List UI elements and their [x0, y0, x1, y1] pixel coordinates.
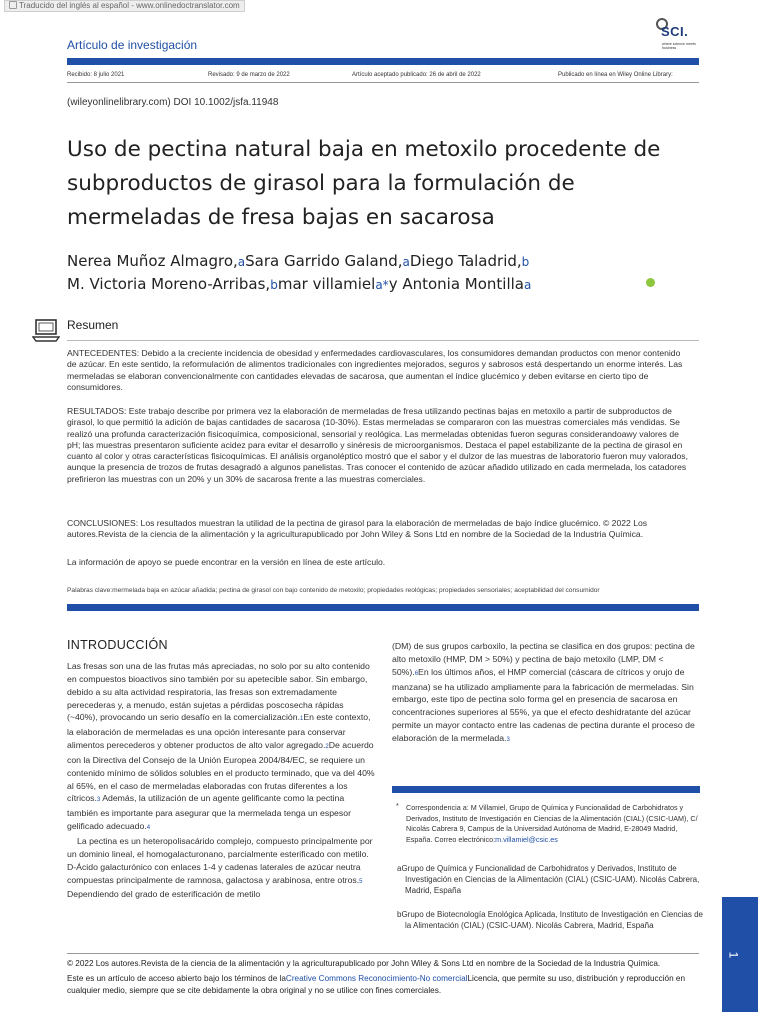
author-name[interactable]: y Antonia Montilla [388, 275, 524, 293]
author-name[interactable]: M. Victoria Moreno-Arribas, [67, 275, 271, 293]
logo-tagline: where science meets business [662, 42, 696, 50]
license-text: Este es un artículo de acceso abierto bajo los términos de laCreative Commons Reconocimiento-No comercialLicencia, que permite su uso, distribución y reproducción en cualquier medio, siempre que se cite debidamente la obra original y no se utilice con fines comerciales. [67, 974, 686, 995]
author-list [67, 250, 667, 296]
abstract-results: RESULTADOS: Este trabajo describe por primera vez la elaboración de mermeladas de fresa utilizando pectinas bajas en metoxilo a partir de subproductos de girasol, lo que permitió la adición de bajas cantidades de sacarosa (10-30%). Estas mermeladas se compararon con las muestras comerciales más vendidas. Se realizó una profunda caracterización fisicoquímica, composicional, sensorial y reológica. Las mermeladas obtenidas fueron seguras considerandoawy valores de pH; las muestras presentaron suficiente acidez para evitar el desarrollo y sinéresis de microorganismos. Destaca el papel estabilizante de la pectina de girasol en cuanto al color y otras características fisicoquímicas. El análisis organoléptico mostró que el sabor y el dulzor de las muestras de laboratorio fueron muy valorados, aunque la presencia de trozos de frutas desagradó a algunos panelistas. Tras conocer el contenido de azúcar añadido utilizado en cada mermelada, los catadores prefirieron las muestras con un 20% y un 30% de sacarosa frente a las muestras comerciales. [67, 406, 688, 484]
affiliation-a: aGrupo de Química y Funcionalidad de Carbohidratos y Derivados, Instituto de Investigación en Ciencias de la Alimentación (CIAL) (CSIC-UAM). Nicolás Cabrera, Madrid, España [397, 864, 700, 896]
orcid-icon[interactable] [646, 278, 655, 287]
revised-date: Revisado: 9 de marzo de 2022 [208, 72, 290, 78]
intro-paragraph: En este contexto, la elaboración de mermeladas es una opción interesante para conservar alimentos perecederos y obtener productos de alto valor agregado. [67, 712, 371, 751]
doi-line[interactable]: (wileyonlinelibrary.com) DOI 10.1002/jsfa.11948 [67, 97, 279, 108]
abstract-background: ANTECEDENTES: Debido a la creciente incidencia de obesidad y enfermedades cardiovasculares, los consumidores demandan productos con menor contenido de azúcar. En este sentido, la reformulación de alimentos tradicionales con ingredientes mejorados, seguros y sabrosos está despertando un enorme interés. Las mermeladas se elaboran convencionalmente con cantidades elevadas de sacarosa, que aumentan el índice glucémico y deben evitarse en cierto tipo de consumidores. [67, 348, 683, 392]
footer-rule [67, 953, 699, 954]
citation-link[interactable]: 3 [506, 736, 510, 743]
citation-link[interactable]: 1 [300, 716, 304, 723]
intro-paragraph: En los últimos años, el HMP comercial (cáscara de cítricos y orujo de manzana) se ha utilizado ampliamente para la fabricación de mermeladas. Sin embargo, este tipo de pectina solo forma gel en presencia de sacarosa en concentraciones superiores al 55%, ya que el efecto deshidratante del azúcar permite un mayor contacto entre las cadenas de pectina durante el proceso de elaboración de la mermelada. [392, 666, 695, 743]
correspondence-star: * [396, 801, 399, 810]
author-affiliation-mark: a [402, 255, 410, 269]
author-name[interactable]: Sara Garrido Galand, [245, 252, 403, 270]
affiliation-label: b [397, 910, 402, 919]
header-rule [67, 58, 699, 65]
intro-paragraph: Además, la utilización de un agente gelificante como la pectina también es importante para asegurar que la mermelada tenga un espesor gelificado adecuado. [67, 793, 351, 832]
correspondence-note: Correspondencia a: M Villamiel, Grupo de Química y Funcionalidad de Carbohidratos y Derivados, Instituto de Investigación en Ciencias de la Alimentación (CIAL) (CSIC-UAM), C/ Nicolás Cabrera 9, Campus de la Universidad Autónoma de Madrid, E-28049 Madrid, España. Correo electrónico:m.villamiel@csic.es [406, 803, 698, 844]
author-name[interactable]: Nerea Muñoz Almagro, [67, 252, 238, 270]
affiliation-b: bGrupo de Biotecnología Enológica Aplicada, Instituto de Investigación en Ciencias de la Alimentación (CIAL) (CSIC-UAM). Nicolás Cabrera, Madrid, España [397, 910, 703, 931]
author-name[interactable]: mar villamiel [277, 275, 376, 293]
abstract-conclusions: CONCLUSIONES: Los resultados muestran la utilidad de la pectina de girasol para la elaboración de mermeladas de bajo índice glucémico. © 2022 Los autores.Revista de la ciencia de la alimentación y la agriculturapublicado por John Wiley & Sons Ltd en nombre de la Sociedad de la Industria Química. [67, 518, 648, 540]
dates-rule [67, 82, 699, 83]
citation-link[interactable]: 5 [359, 878, 363, 885]
accepted-date: Artículo aceptado publicado: 26 de abril de 2022 [352, 72, 481, 78]
intro-right-column [392, 640, 700, 747]
article-type: Artículo de investigación [67, 38, 198, 52]
citation-link[interactable]: 2 [325, 744, 329, 751]
citation-link[interactable]: 6 [414, 670, 419, 677]
translator-banner[interactable]: Traducido del inglés al español - www.onlinedoctranslator.com [4, 0, 245, 12]
keywords: Palabras clave:mermelada baja en azúcar añadida; pectina de girasol con bajo contenido de metoxilo; propiedades reológicas; propiedades sensoriales; aceptabilidad del consumidor [67, 587, 600, 594]
citation-link[interactable]: 4 [146, 825, 151, 832]
intro-paragraph: (DM) de sus grupos carboxilo, la pectina se clasifica en dos grupos: pectina de alto metoxilo (HMP, DM > 50%) y pectina de bajo metoxilo (LMP, DM < 50%). [392, 641, 695, 677]
author-affiliation-mark: a [524, 278, 532, 292]
author-name[interactable]: Diego Taladrid, [409, 252, 522, 270]
author-affiliation-mark: a* [375, 278, 389, 292]
affiliation-label: a [397, 864, 402, 873]
author-affiliation-mark: a [237, 255, 246, 269]
published-date: Publicado en línea en Wiley Online Library: [558, 72, 673, 78]
translate-icon [9, 1, 17, 9]
article-title: Uso de pectina natural baja en metoxilo procedente de subproductos de girasol para la formulación de mermeladas de fresa bajas en sacarosa [67, 137, 661, 230]
intro-paragraph-2: La pectina es un heteropolisacárido complejo, compuesto principalmente por un dominio lineal, el homogalacturonano, parcialmente esterificado con metilo. D-Ácido galacturónico con enlaces 1-4 y cadenas laterales de azúcar neutra compuestas principalmente de ramnosa, galactosa y arabinosa, entre otros.5 Dependiendo del grado de esterificación de metilo [67, 835, 373, 900]
footnote-rule [392, 786, 700, 793]
email-link[interactable]: m.villamiel@csic.es [495, 834, 558, 844]
supporting-info: La información de apoyo se puede encontrar en la versión en línea de este artículo. [67, 557, 386, 567]
received-date: Recibido: 8 julio 2021 [67, 72, 125, 78]
citation-link[interactable]: 3 [96, 797, 101, 804]
intro-paragraph: Las fresas son una de las frutas más apreciadas, no solo por su alto contenido en compuestos bioactivos sino también por su apetecible sabor. Sin embargo, debido a su alta actividad respiratoria, las fresas son extremadamente perecederas y, a menudo, están sujetas a pérdidas poscosecha rápidas (~40%), provocando un serio desafío en la comercialización. [67, 661, 370, 723]
intro-paragraph: De acuerdo con la Directiva del Consejo de la Unión Europea 2004/84/EC, se requiere un contenido mínimo de sólidos solubles en el producto terminado, que va del 40% al 65%, en el caso de mermeladas elaboradas con frutas diferentes a los cítricos. [67, 740, 375, 804]
license-link[interactable]: Creative Commons Reconocimiento-No comercial [285, 974, 468, 983]
abstract-rule [67, 340, 699, 341]
section-heading: INTRODUCCIÓN [67, 638, 168, 652]
author-affiliation-mark: b [270, 278, 278, 292]
abstract-heading: Resumen [67, 318, 119, 332]
laptop-icon [32, 318, 60, 344]
intro-left-column [67, 660, 376, 901]
copyright-line: © 2022 Los autores.Revista de la ciencia de la alimentación y la agriculturapublicado por John Wiley & Sons Ltd en nombre de la Sociedad de la Industria Química. [67, 959, 661, 968]
page-number: 1 [726, 951, 741, 959]
abstract-end-rule [67, 604, 699, 611]
author-affiliation-mark: b [521, 255, 530, 269]
journal-logo [652, 16, 708, 52]
logo-wordmark: SCI. [661, 24, 689, 39]
